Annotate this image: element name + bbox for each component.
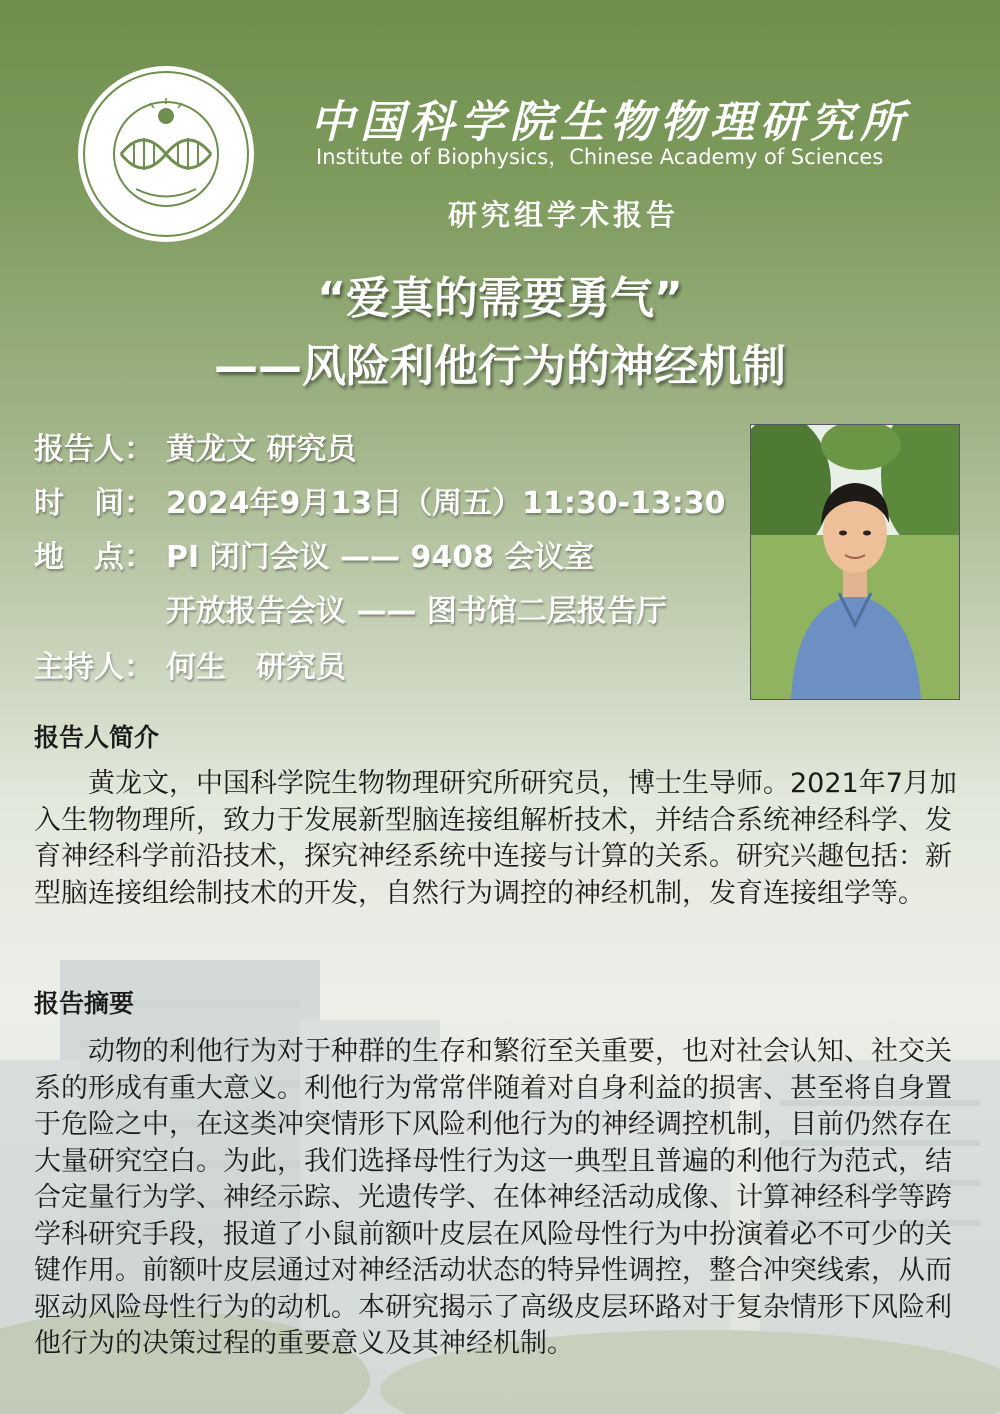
talk-title-line1: “爱真的需要勇气” bbox=[317, 273, 683, 324]
place-value-open: 开放报告会议 —— 图书馆二层报告厅 bbox=[166, 594, 667, 629]
institute-logo-icon bbox=[76, 64, 256, 244]
time-label: 时 间： bbox=[34, 486, 154, 521]
place-row bbox=[34, 532, 595, 576]
bio-heading: 报告人简介 bbox=[34, 723, 160, 752]
speaker-photo bbox=[750, 424, 960, 700]
speaker-label: 报告人： bbox=[34, 432, 154, 467]
abstract-heading: 报告摘要 bbox=[34, 989, 135, 1018]
host-row bbox=[34, 642, 346, 686]
institute-chinese-name: 中国科学院生物物理研究所 bbox=[310, 97, 910, 148]
abstract-paragraph: 动物的利他行为对于种群的生存和繁衍至关重要，也对社会认知、社交关系的形成有重大意义。利他行为常常伴随着对自身利益的损害、甚至将自身置于危险之中，在这类冲突情形下风险利他行为的神经调控机制，目前仍然存在大量研究空白。为此，我们选择母性行为这一典型且普遍的利他行为范式，结合定量行为学、神经示踪、光遗传学、在体神经活动成像、计算神经科学等跨学科研究手段，报道了小鼠前额叶皮层在风险母性行为中扮演着必不可少的关键作用。前额叶皮层通过对神经活动状态的特异性调控，整合冲突线索，从而驱动风险母性行为的动机。本研究揭示了高级皮层环路对于复杂情形下风险利他行为的决策过程的重要意义及其神经机制。 bbox=[34, 1036, 952, 1359]
talk-title-line2: ——风险利他行为的神经机制 bbox=[214, 341, 786, 392]
speaker-row bbox=[34, 424, 357, 468]
speaker-value: 黄龙文 研究员 bbox=[166, 432, 357, 467]
time-row bbox=[34, 478, 726, 522]
report-type-heading: 研究组学术报告 bbox=[448, 198, 680, 232]
host-value: 何生 研究员 bbox=[166, 650, 346, 685]
place-row-open bbox=[34, 586, 667, 629]
place-label: 地 点： bbox=[34, 540, 154, 575]
bio-paragraph: 黄龙文，中国科学院生物物理研究所研究员，博士生导师。2021年7月加入生物物理所，致力于发展新型脑连接组解析技术，并结合系统神经科学、发育神经科学前沿技术，探究神经系统中连接与计算的关系。研究兴趣包括：新型脑连接组绘制技术的开发，自然行为调控的神经机制，发育连接组学等。 bbox=[34, 768, 957, 909]
institute-english-name: Institute of Biophysics，Chinese Academy of Sciences bbox=[316, 145, 884, 169]
host-label: 主持人： bbox=[34, 650, 154, 685]
time-value: 2024年9月13日（周五）11:30-13:30 bbox=[166, 486, 726, 521]
place-value-closed: PI 闭门会议 —— 9408 会议室 bbox=[166, 540, 595, 575]
